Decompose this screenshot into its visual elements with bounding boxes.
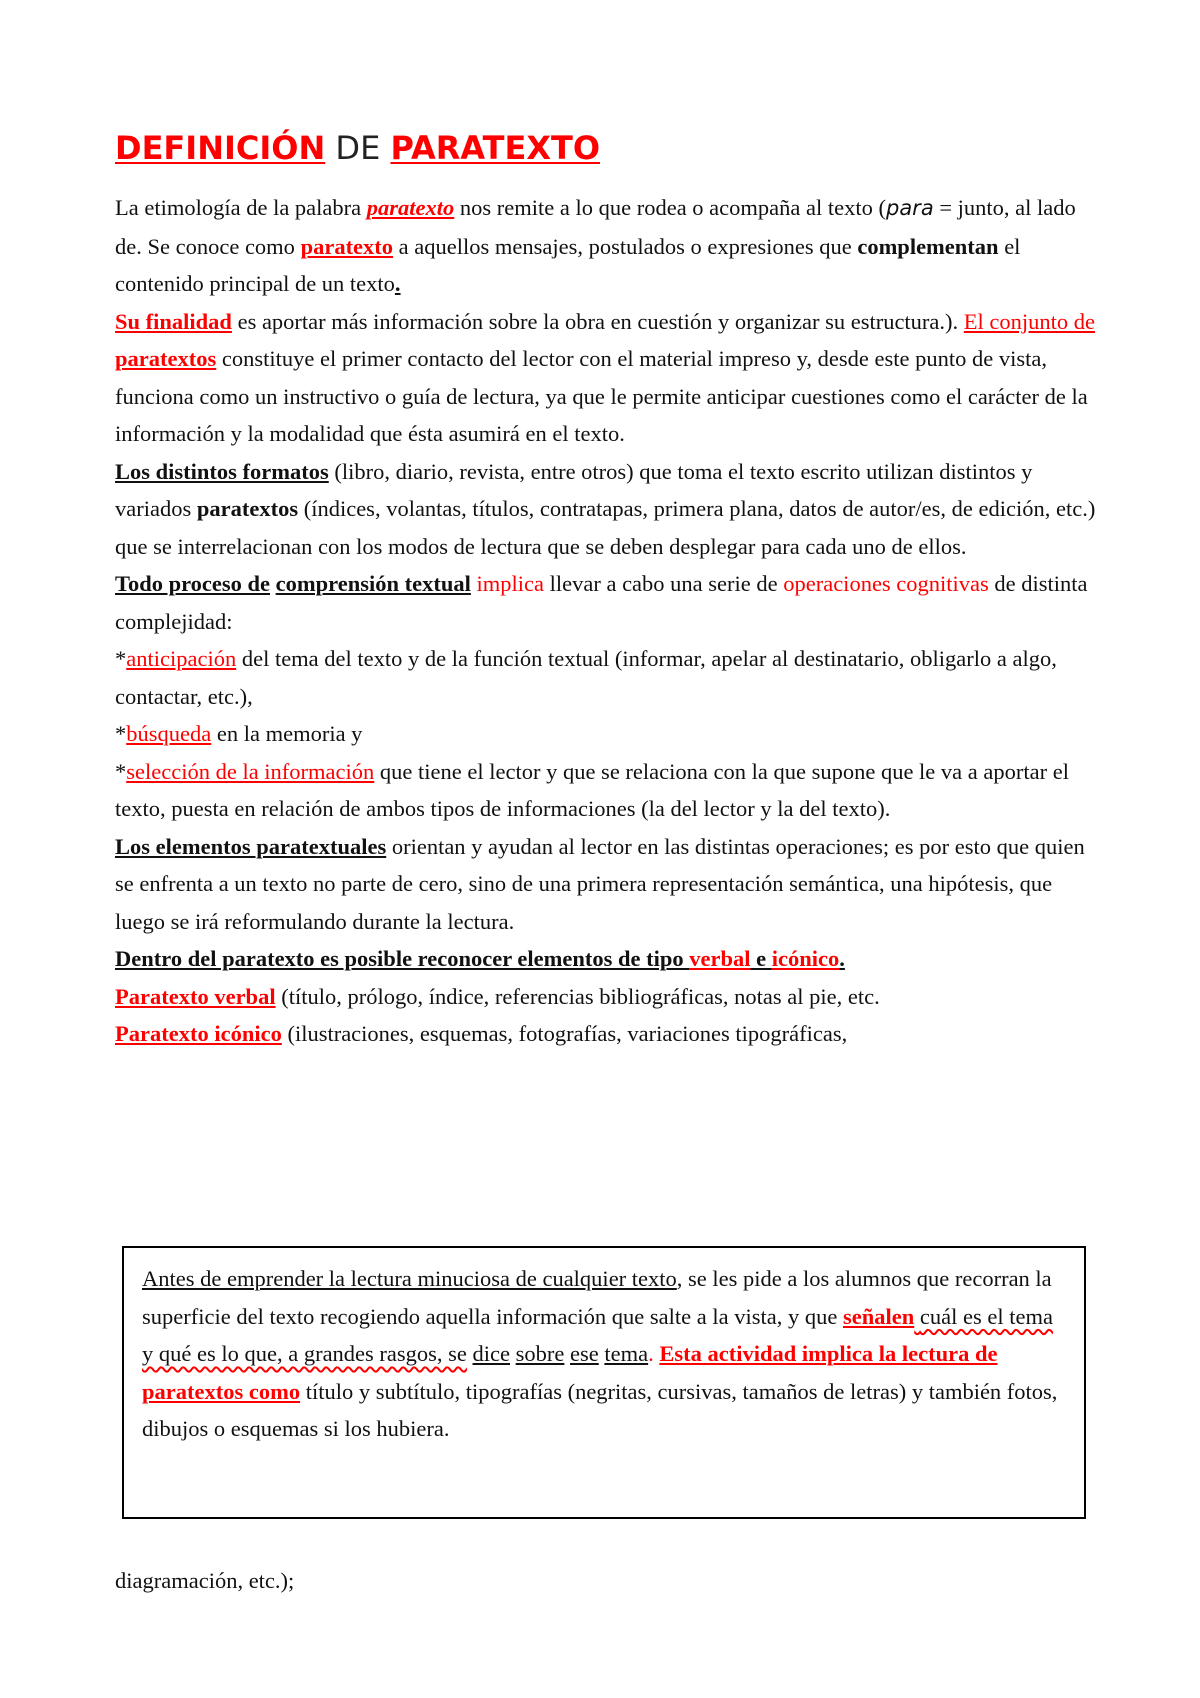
term-comprension-textual: comprensión textual	[275, 571, 471, 596]
term-paratexto-iconico: Paratexto icónico	[115, 1021, 282, 1046]
title-definicion: DEFINICIÓN	[115, 129, 326, 167]
term-iconico: icónico	[771, 946, 840, 971]
bullet-asterisk: *	[115, 721, 127, 746]
term-todo-proceso: Todo proceso de	[115, 571, 271, 596]
term-complementan: complementan	[857, 233, 999, 259]
text-run: .	[839, 946, 845, 971]
term-anticipacion: anticipación	[126, 646, 237, 671]
list-item-anticipacion	[115, 640, 1105, 715]
text-run: es aportar más información sobre la obra en cuestión y organizar su estructura.).	[231, 308, 964, 334]
callout-text	[142, 1260, 1066, 1448]
text-run: en la memoria y	[211, 721, 363, 746]
list-item-busqueda	[115, 715, 1105, 753]
callout-box	[122, 1246, 1086, 1519]
paragraph-finalidad	[115, 303, 1105, 453]
text-run: tema	[604, 1341, 649, 1366]
term-senalen: señalen	[842, 1303, 915, 1329]
text-run: título y subtítulo, tipografías (negritas, cursivas, tamaños de letras) y también fotos, dibujos o esquemas si los hubiera.	[142, 1378, 1058, 1441]
term-paratextos: paratextos	[196, 496, 299, 521]
term-seleccion: selección de la información	[126, 758, 375, 784]
term-operaciones-cognitivas: operaciones cognitivas	[783, 571, 989, 596]
term-esta-actividad: Esta actividad implica la lectura de paratextos como	[142, 1341, 998, 1404]
text-run: llevar a cabo una serie de	[543, 571, 784, 596]
term-busqueda: búsqueda	[126, 721, 212, 746]
term-para: para	[885, 196, 934, 220]
document-body	[115, 189, 1105, 1053]
term-su-finalidad: Su finalidad	[115, 308, 232, 334]
text-run: cuál es el tema y qué es lo que, a grandes rasgos, se	[142, 1303, 1053, 1366]
term-paratexto: paratexto	[366, 195, 455, 220]
text-run: sobre	[515, 1341, 565, 1366]
text-run: = junto, al lado de. Se conoce como	[115, 195, 1076, 259]
term-conjunto: El conjunto de	[963, 308, 1096, 334]
bullet-asterisk: *	[115, 758, 127, 784]
continuation-text: diagramación, etc.);	[115, 1568, 295, 1593]
text-run: (índices, volantas, títulos, contratapas, primera plana, datos de autor/es, de edición, etc.) que se interrelacionan con los modos de lectura que se deben desplegar para cada uno de ellos.	[115, 496, 1096, 559]
term-verbal: verbal	[689, 946, 751, 971]
text-run: (libro, diario, revista, entre otros) que toma el texto escrito utilizan distintos y variados	[115, 458, 1033, 521]
paragraph-tipos	[115, 940, 1105, 978]
text-run: (ilustraciones, esquemas, fotografías, variaciones tipográficas,	[281, 1021, 848, 1046]
text-run: a aquellos mensajes, postulados o expresiones que	[393, 233, 858, 259]
text-run: de distinta complejidad:	[115, 571, 1088, 634]
term-paratexto-verbal: Paratexto verbal	[115, 983, 276, 1009]
term-dentro-del-paratexto: Dentro del paratexto es posible reconocer elementos de tipo	[115, 946, 690, 971]
term-elementos-paratextuales: Los elementos paratextuales	[115, 833, 387, 859]
paragraph-formatos	[115, 453, 1105, 566]
term-paratextos: paratextos	[115, 346, 217, 371]
paragraph-etimologia	[115, 189, 1105, 303]
text-run: que tiene el lector y que se relaciona con la que supone que le va a aportar el texto, puesta en relación de ambos tipos de informaciones (la del lector y la del texto).	[115, 758, 1069, 821]
text-run: dice	[472, 1341, 511, 1366]
term-distintos-formatos: Los distintos formatos	[115, 458, 329, 484]
text-run: , se les pide a los alumnos que recorran la superficie del texto recogiendo aquella información que salte a la vista, y que	[142, 1266, 1052, 1329]
paragraph-paratexto-verbal	[115, 978, 1105, 1016]
text-run: el contenido principal de un texto	[115, 233, 1021, 296]
text-run: .	[394, 271, 401, 296]
text-run: constituye el primer contacto del lector con el material impreso y, desde este punto de vista, funciona como un instructivo o guía de lectura, ya que le permite anticipar cuestiones como el carácter de la información y la modalidad que ésta asumirá en el texto.	[115, 346, 1088, 446]
text-run: orientan y ayudan al lector en las distintas operaciones; es por esto que quien se enfrenta a un texto no parte de cero, sino de una primera representación semántica, una hipótesis, que luego se irá reformulando durante la lectura.	[115, 833, 1085, 934]
list-item-seleccion	[115, 753, 1105, 828]
text-run: e	[750, 946, 772, 971]
term-paratexto: paratexto	[300, 233, 394, 259]
text-run: Antes de emprender la lectura minuciosa de cualquier texto	[142, 1266, 677, 1291]
text-run: nos remite a lo que rodea o acompaña al texto (	[454, 195, 886, 220]
title-paratexto: PARATEXTO	[390, 129, 601, 167]
text-run: La etimología de la palabra	[115, 195, 367, 220]
page-title	[115, 131, 600, 166]
paragraph-proceso	[115, 565, 1105, 640]
paragraph-paratexto-iconico	[115, 1015, 1105, 1053]
text-run: ese	[570, 1341, 599, 1366]
bullet-asterisk: *	[115, 646, 127, 671]
text-run: (título, prólogo, índice, referencias bibliográficas, notas al pie, etc.	[275, 983, 880, 1009]
text-run: .	[648, 1341, 660, 1366]
paragraph-elementos	[115, 828, 1105, 941]
title-de: DE	[325, 129, 391, 167]
term-implica: implica	[476, 571, 544, 596]
text-run: del tema del texto y de la función textual (informar, apelar al destinatario, obligarlo a algo, contactar, etc.),	[115, 646, 1057, 709]
